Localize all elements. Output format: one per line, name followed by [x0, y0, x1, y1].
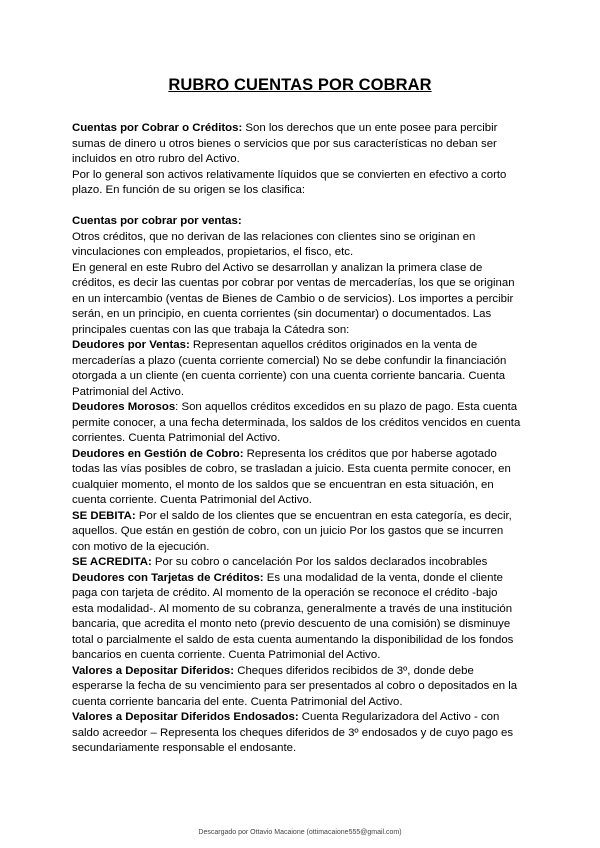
item-heading: Valores a Depositar Diferidos Endosados:	[72, 711, 299, 723]
item-se-acredita	[72, 555, 522, 571]
item-deudores-gestion-cobro	[72, 447, 522, 509]
item-deudores-morosos	[72, 400, 522, 447]
item-heading: Deudores Morosos	[72, 401, 176, 413]
item-heading: Deudores con Tarjetas de Créditos:	[72, 571, 264, 584]
item-valores-diferidos-endosados	[72, 710, 522, 757]
item-valores-diferidos	[72, 664, 522, 711]
item-text: : Son aquellos créditos excedidos en su plazo de pago. Esta cuenta permite conocer, a una fecha determinada, los saldos de los créditos vencidos en cuenta corrientes. Cuenta Patrimonial del Activo.	[72, 401, 521, 444]
item-heading: Deudores por Ventas:	[72, 339, 190, 351]
item-text: Es una modalidad de la venta, donde el cliente paga con tarjeta de crédito. Al momento de la operación se reconoce el crédito -bajo esta modalidad-. Al momento de su cobranza, generalmente a través de una institución bancaria, que acredita el monto neto (previo descuento de una comisión) se disminuye total o parcialmente el saldo de esta cuenta aumentando la disponibilidad de los fondos bancarios en cuenta corriente. Cuenta Patrimonial del Activo.	[72, 571, 514, 661]
intro-heading: Cuentas por Cobrar o Créditos:	[72, 122, 243, 134]
item-text: Por el saldo de los clientes que se encuentran en esta categoría, es decir, aquellos. Que están en gestión de cobro, con un juicio Por los gastos que se incurren con motivo de la ejecución.	[72, 509, 512, 553]
item-heading: Deudores en Gestión de Cobro:	[72, 447, 244, 460]
spacer	[72, 199, 522, 215]
item-se-debita	[72, 509, 522, 556]
ventas-paragraph-1: Otros créditos, que no derivan de las relaciones con clientes sino se originan en vinculaciones con empleados, propietarios, el fisco, etc.	[72, 230, 476, 258]
item-heading: SE DEBITA:	[72, 509, 136, 522]
item-deudores-tarjetas	[72, 571, 522, 664]
item-text: Cheques diferidos recibidos de 3º, donde debe esperarse la fecha de su vencimiento para ser presentados al cobro o depositados en la cuenta corriente bancaria del ente. Cuenta Patrimonial del Activo.	[72, 664, 518, 708]
ventas-paragraph-2: En general en este Rubro del Activo se desarrollan y analizan la primera clase de créditos, es decir las cuentas por cobrar por ventas de mercaderías, los que se originan en un intercambio (ventas de Bienes de Cambio o de servicios). Los importes a percibir serán, en un principio, en cuenta corrientes (sin documentar) o documentados. Las principales cuentas con las que trabaja la Cátedra son:	[72, 261, 515, 336]
intro-text: Son los derechos que un ente posee para percibir sumas de dinero u otros bienes o servicios que por sus características no deban ser incluidos en otro rubro del Activo.	[72, 122, 498, 165]
item-text: Por su cobro o cancelación Por los saldos declarados incobrables	[151, 556, 488, 568]
intro-paragraph	[72, 121, 522, 168]
document-body	[72, 121, 522, 757]
item-text: Representan aquellos créditos originados en la venta de mercaderías a plazo (cuenta corriente comercial) No se debe confundir la financiación otorgada a un cliente (en cuenta corriente) con una cuenta corriente bancaria. Cuenta Patrimonial del Activo.	[72, 339, 507, 398]
item-text: Cuenta Regularizadora del Activo - con saldo acreedor – Representa los cheques diferidos de 3º endosados y de cuyo pago es secundariamente responsable el endosante.	[72, 711, 514, 754]
item-heading: Valores a Depositar Diferidos:	[72, 664, 235, 677]
intro-paragraph-2: Por lo general son activos relativamente líquidos que se convierten en efectivo a corto plazo. En función de su origen se los clasifica:	[72, 168, 507, 196]
ventas-heading: Cuentas por cobrar por ventas:	[72, 215, 242, 227]
item-heading: SE ACREDITA:	[72, 556, 152, 568]
document-title: RUBRO CUENTAS POR COBRAR	[168, 76, 432, 94]
item-deudores-por-ventas	[72, 338, 522, 400]
download-footer: Descargado por Ottavio Macaione (ottimacaione555@gmail.com)	[198, 829, 402, 836]
item-text: Representa los créditos que por haberse agotado todas las vías posibles de cobro, se trasladan a juicio. Esta cuenta permite conocer, en cualquier momento, el monto de los saldos que se encuentran en esta situación, en cuenta corriente. Cuenta Patrimonial del Activo.	[72, 447, 511, 506]
